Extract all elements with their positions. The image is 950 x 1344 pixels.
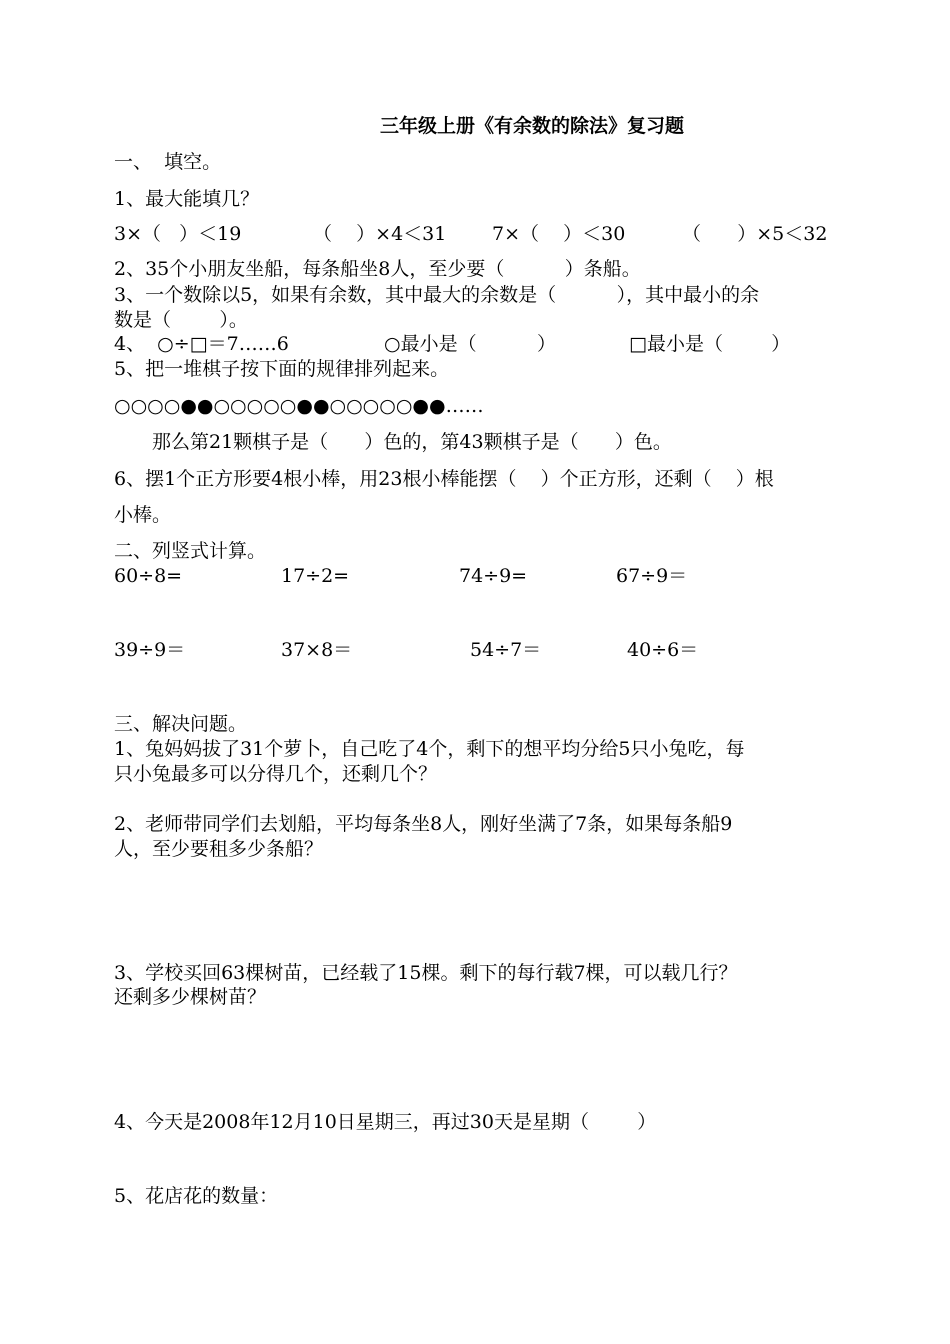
section2-heading: 二、列竖式计算。 (114, 540, 267, 562)
q4-label: 4、 ○÷□＝7……6 (114, 333, 289, 355)
q6-line1: 6、摆1个正方形要4根小棒，用23根小棒能摆（ ）个正方形，还剩（ ）根 (114, 468, 774, 490)
problem5: 5、花店花的数量： (114, 1185, 279, 1207)
q1-item-1: 3×（ ）＜19 (114, 223, 242, 245)
problem3-line1: 3、学校买回63棵树苗，已经载了15棵。剩下的每行载7棵，可以载几行？ (114, 962, 738, 984)
problem3-line2: 还剩多少棵树苗？ (114, 986, 267, 1008)
calc-item: 74÷9= (459, 565, 528, 587)
q5-text: 5、把一堆棋子按下面的规律排列起来。 (114, 358, 450, 380)
problem1-line1: 1、兔妈妈拔了31个萝卜，自己吃了4个，剩下的想平均分给5只小兔吃，每 (114, 738, 745, 760)
calc-item: 40÷6＝ (627, 639, 699, 661)
q5-question: 那么第21颗棋子是（ ）色的，第43颗棋子是（ ）色。 (152, 431, 672, 453)
problem2-line2: 人，至少要租多少条船？ (114, 838, 324, 860)
calc-item: 67÷9＝ (616, 565, 688, 587)
section3-heading: 三、解决问题。 (114, 713, 248, 735)
calc-item: 37×8＝ (281, 639, 353, 661)
q1-item-4: （ ）×5＜32 (682, 223, 828, 245)
q4-part2: ○最小是（ ） (384, 333, 556, 355)
q2-text: 2、35个小朋友坐船，每条船坐8人，至少要（ ）条船。 (114, 258, 641, 280)
section1-heading: 一、 填空。 (114, 151, 222, 173)
calc-item: 60÷8= (114, 565, 183, 587)
problem4: 4、今天是2008年12月10日星期三，再过30天是星期（ ） (114, 1111, 657, 1133)
q1-item-3: 7×（ ）＜30 (492, 223, 626, 245)
q6-line2: 小棒。 (114, 504, 172, 526)
problem1-line2: 只小兔最多可以分得几个，还剩几个？ (114, 763, 438, 785)
q1-label: 1、最大能填几？ (114, 188, 260, 210)
calc-item: 54÷7＝ (470, 639, 542, 661)
q3-line1: 3、一个数除以5，如果有余数，其中最大的余数是（ ），其中最小的余 (114, 284, 760, 306)
calc-item: 39÷9＝ (114, 639, 186, 661)
chess-pattern: ○○○○●●○○○○○●●○○○○○●●…… (114, 395, 484, 417)
q4-part3: □最小是（ ） (629, 333, 791, 355)
q1-item-2: （ ）×4＜31 (313, 223, 447, 245)
page-title: 三年级上册《有余数的除法》复习题 (380, 115, 685, 137)
problem2-line1: 2、老师带同学们去划船，平均每条坐8人，刚好坐满了7条，如果每条船9 (114, 813, 733, 835)
q3-line2: 数是（ ）。 (114, 309, 248, 331)
calc-item: 17÷2= (281, 565, 350, 587)
